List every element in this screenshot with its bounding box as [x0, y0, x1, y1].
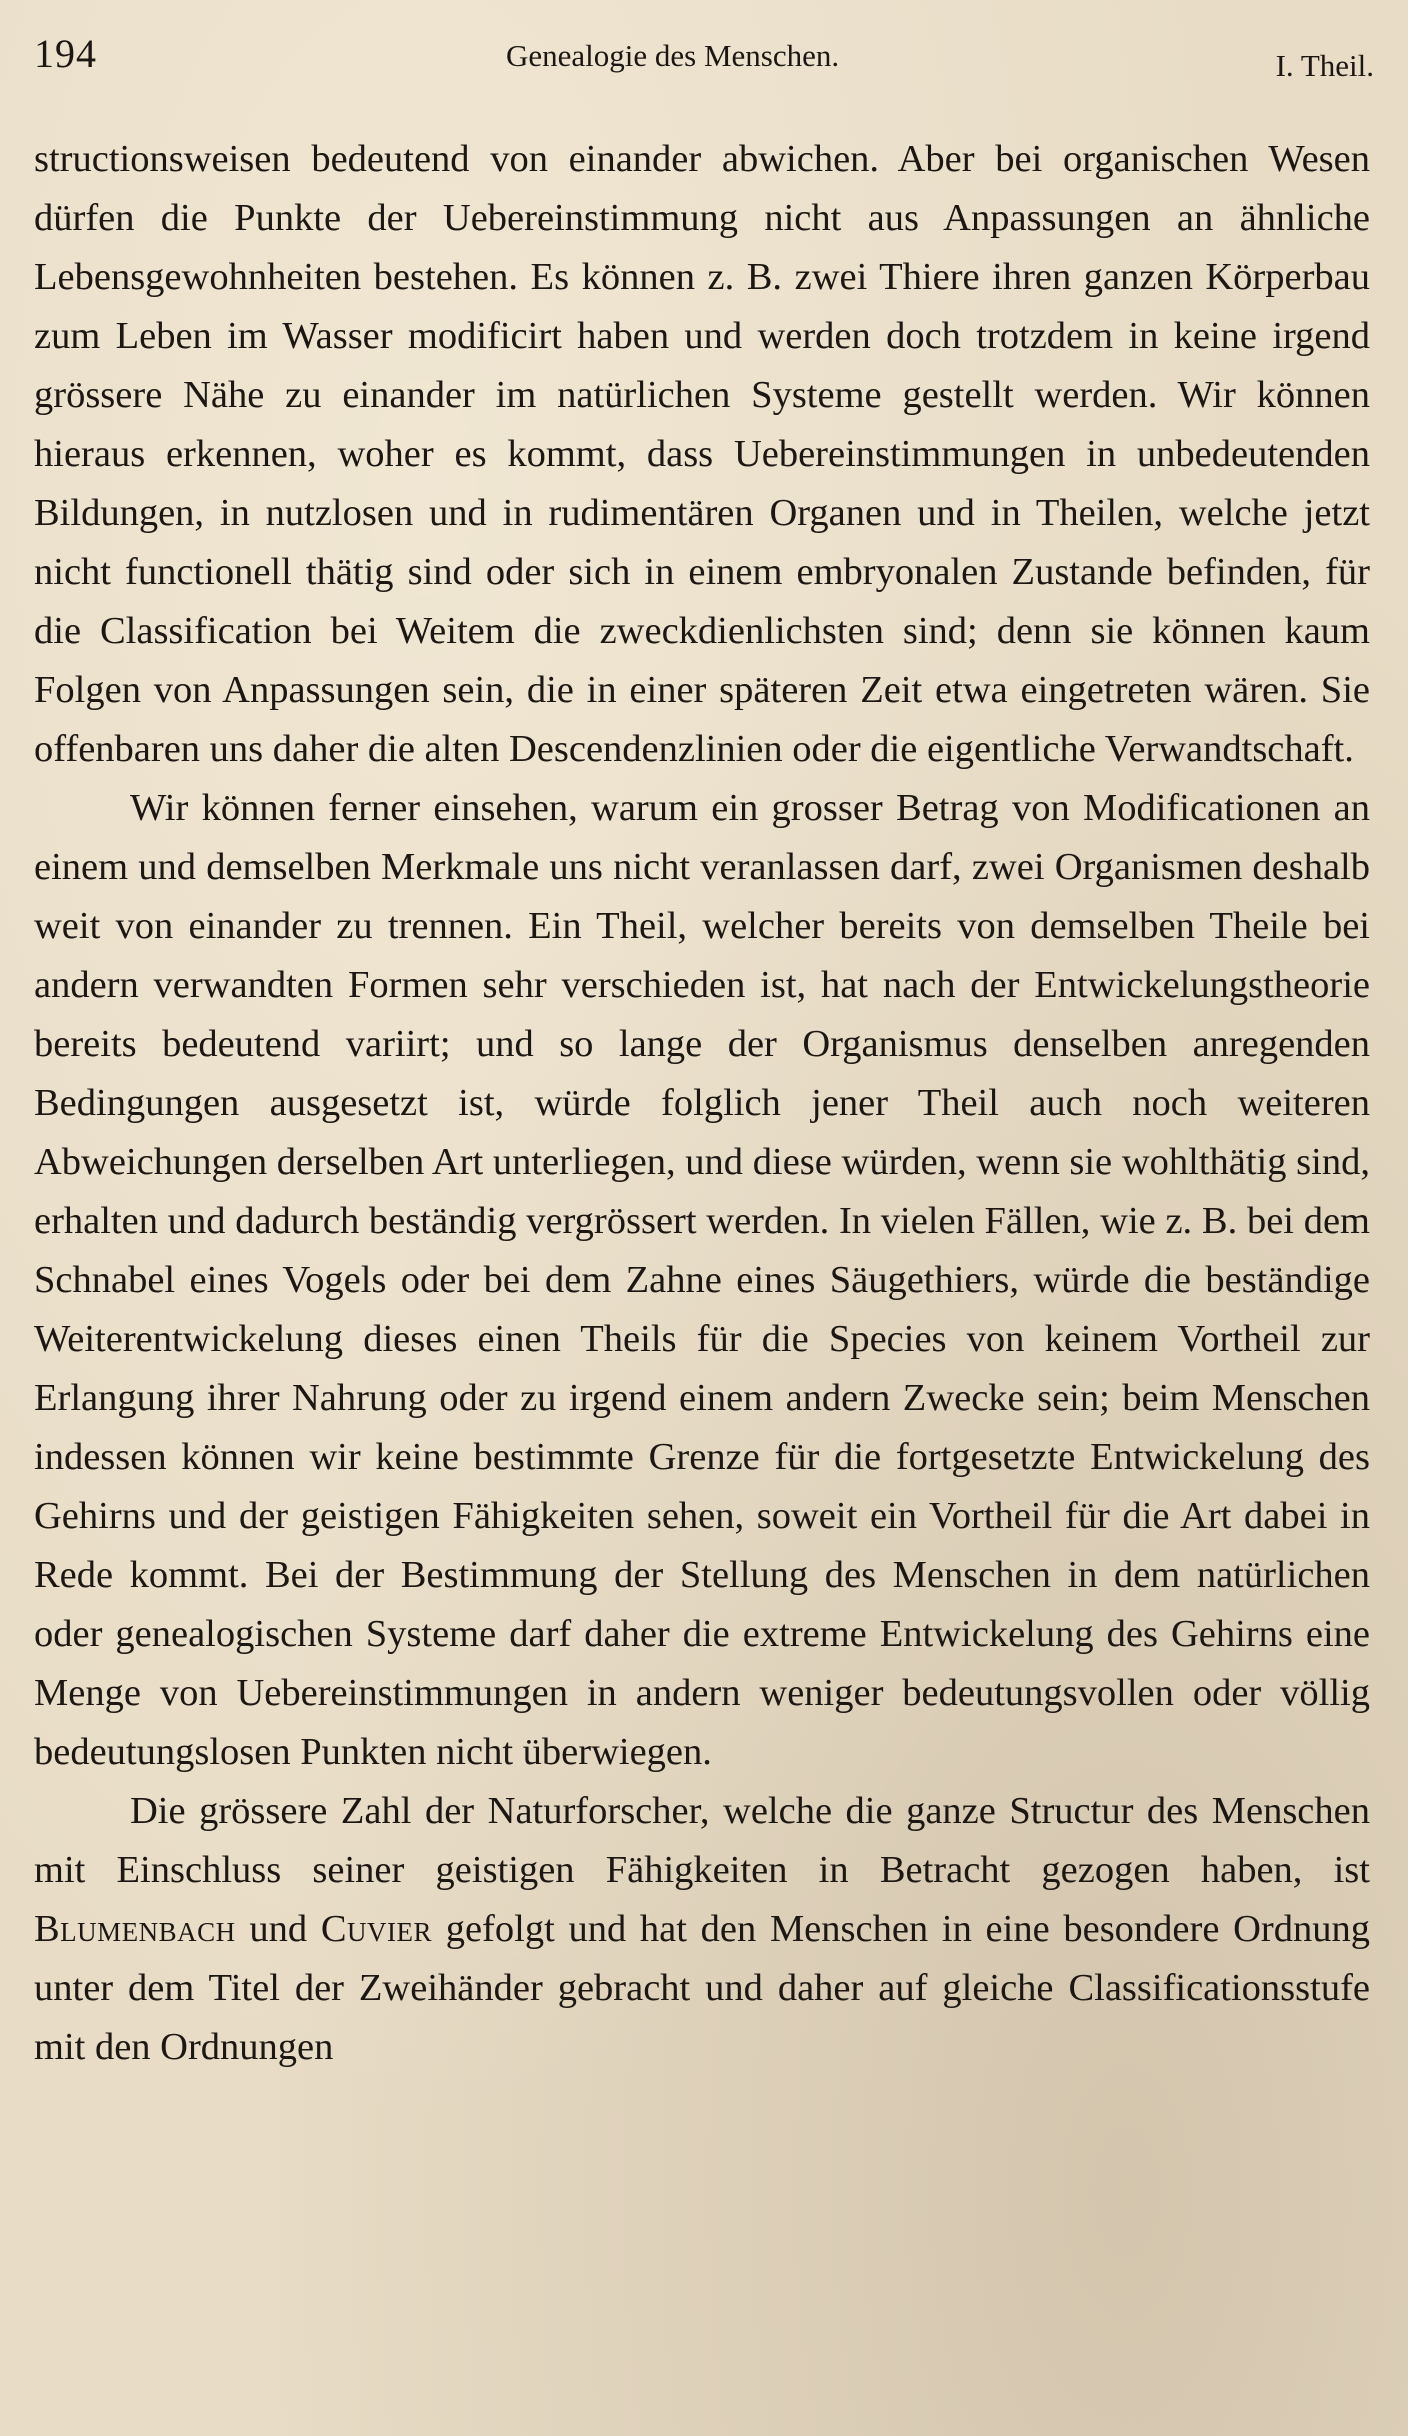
paragraph-3-text-between: und: [235, 1908, 321, 1950]
author-name-blumenbach: Blumenbach: [34, 1908, 236, 1950]
paragraph-2: Wir können ferner einsehen, warum ein grosser Betrag von Modificationen an einem und demselben Merkmale uns nicht veranlassen darf, zwei Organismen deshalb weit von einander zu trennen. Ein Theil, welcher bereits von demselben Theile bei andern verwandten Formen sehr verschieden ist, hat nach der Entwickelungstheorie bereits bedeutend variirt; und so lange der Organismus denselben anregenden Bedingungen ausgesetzt ist, würde folglich jener Theil auch noch weiteren Abweichungen derselben Art unterliegen, und diese würden, wenn sie wohlthätig sind, erhalten und dadurch beständig vergrössert werden. In vielen Fällen, wie z. B. bei dem Schnabel eines Vogels oder bei dem Zahne eines Säugethiers, würde die beständige Weiterentwickelung dieses einen Theils für die Species von keinem Vortheil zur Erlangung ihrer Nahrung oder zu irgend einem andern Zwecke sein; beim Menschen indessen können wir keine bestimmte Grenze für die fortgesetzte Entwickelung des Gehirns und der geistigen Fähigkeiten sehen, soweit ein Vortheil für die Art dabei in Rede kommt. Bei der Bestimmung der Stellung des Menschen in dem natürlichen oder genealogischen Systeme darf daher die extreme Entwickelung des Gehirns eine Menge von Uebereinstimmungen in andern weniger bedeutungsvollen oder völlig bedeutungslosen Punkten nicht überwiegen.: [34, 787, 1370, 1773]
paragraph-3-text-after: gefolgt und hat den Menschen in eine besondere Ordnung unter dem Titel der Zweihänder gebracht und daher auf gleiche Classificationsstufe mit den Ordnungen: [34, 1908, 1370, 2068]
body-text: [34, 130, 1370, 2077]
paragraph-3: [34, 1782, 1370, 2077]
running-title: Genealogie des Menschen.: [506, 38, 840, 73]
paragraph-3-text-before: Die grössere Zahl der Naturforscher, welche die ganze Structur des Menschen mit Einschluss seiner geistigen Fähigkeiten in Betracht gezogen haben, ist: [34, 1790, 1370, 1891]
page-number: 194: [34, 31, 97, 76]
part-label: I. Theil.: [1275, 48, 1374, 83]
paragraph-1: structionsweisen bedeutend von einander abwichen. Aber bei organischen Wesen dürfen die Punkte der Uebereinstimmung nicht aus Anpassungen an ähnliche Lebensgewohnheiten bestehen. Es können z. B. zwei Thiere ihren ganzen Körperbau zum Leben im Wasser modificirt haben und werden doch trotzdem in keine irgend grössere Nähe zu einander im natürlichen Systeme gestellt werden. Wir können hieraus erkennen, woher es kommt, dass Uebereinstimmungen in unbedeutenden Bildungen, in nutzlosen und in rudimentären Organen und in Theilen, welche jetzt nicht functionell thätig sind oder sich in einem embryonalen Zustande befinden, für die Classification bei Weitem die zweckdienlichsten sind; denn sie können kaum Folgen von Anpassungen sein, die in einer späteren Zeit etwa eingetreten wären. Sie offenbaren uns daher die alten Descendenzlinien oder die eigentliche Verwandtschaft.: [34, 138, 1370, 770]
author-name-cuvier: Cuvier: [320, 1908, 433, 1950]
running-head: [34, 30, 1374, 90]
